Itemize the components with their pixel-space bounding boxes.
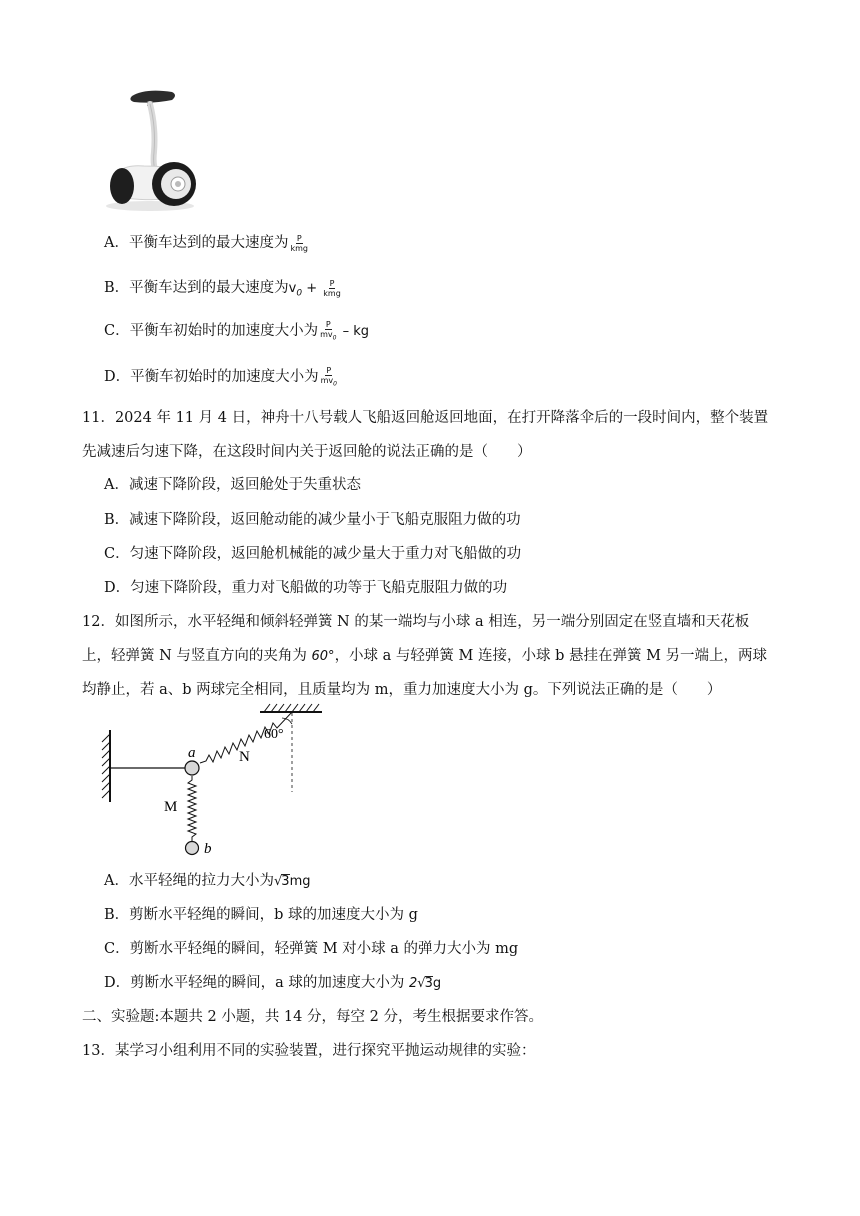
q12-option-b: B．剪断水平轻绳的瞬间，b 球的加速度大小为 g	[104, 907, 418, 923]
q12-stem-line2	[82, 644, 767, 665]
radicand: 3	[424, 976, 433, 991]
q12-stem-line3: 均静止，若 a、b 两球完全相同，且质量均为 m，重力加速度大小为 g。下列说法正确的是（ ）	[82, 682, 722, 698]
q11-option-b: B．减速下降阶段，返回舱动能的减少量小于飞船克服阻力做的功	[104, 512, 521, 528]
numerator: P	[329, 278, 335, 288]
denominator-text: mv	[320, 375, 334, 385]
option-label: D．	[104, 369, 131, 385]
fraction	[289, 234, 309, 253]
subscript: 0	[296, 288, 303, 299]
denominator: kmg	[323, 288, 341, 298]
angle-value: 60°	[311, 649, 335, 664]
v-letter: v	[288, 281, 297, 296]
q10-option-d	[104, 365, 339, 388]
option-label: C．	[104, 323, 130, 339]
q11-option-a: A．减速下降阶段，返回舱处于失重状态	[104, 477, 361, 493]
fraction	[322, 279, 342, 298]
q10-option-b	[104, 276, 343, 299]
denominator	[319, 330, 337, 343]
label-a: a	[188, 745, 196, 761]
numerator: P	[296, 233, 302, 243]
denominator: kmg	[290, 243, 308, 253]
q10-option-c	[104, 319, 369, 342]
sqrt-expression: 2√3g	[409, 976, 442, 991]
radicand: 3	[281, 874, 290, 889]
option-text: 平衡车达到的最大速度为	[128, 235, 289, 251]
plus-sign: +	[302, 281, 322, 296]
fraction	[320, 366, 338, 389]
balance-scooter-image	[100, 82, 200, 214]
option-text: D．剪断水平轻绳的瞬间，a 球的加速度大小为	[104, 975, 409, 991]
q10-option-a	[104, 231, 310, 253]
option-label: B．	[104, 280, 130, 296]
fraction	[319, 320, 337, 343]
v0-symbol	[288, 281, 322, 299]
label-angle: 60°	[264, 727, 284, 742]
option-label: A．	[104, 235, 129, 251]
ceiling	[260, 704, 322, 712]
q11-stem-line2: 先减速后匀速下降，在这段时间内关于返回舱的说法正确的是（ ）	[82, 444, 532, 460]
label-n: N	[239, 749, 250, 765]
option-text: 平衡车初始时的加速度大小为	[129, 323, 319, 339]
sqrt-expression: √3mg	[273, 874, 311, 889]
subscript: 0	[333, 380, 337, 388]
q11-stem-line1: 11．2024 年 11 月 4 日，神舟十八号载人飞船返回舱返回地面，在打开降落伞后的一段时间内，整个装置	[82, 410, 769, 426]
numerator: P	[325, 319, 331, 329]
coefficient: 2	[409, 976, 418, 991]
denominator-text: mv	[320, 329, 333, 339]
ball-a	[185, 761, 199, 775]
q12-stem-line1: 12．如图所示，水平轻绳和倾斜轻弹簧 N 的某一端均与小球 a 相连，另一端分别固定在竖直墙和天花板	[82, 614, 750, 630]
q11-option-c: C．匀速下降阶段，返回舱机械能的减少量大于重力对飞船做的功	[104, 546, 522, 562]
q12-option-d	[104, 971, 441, 992]
spring-m	[188, 776, 196, 842]
q11-option-d: D．匀速下降阶段，重力对飞船做的功等于飞船克服阻力做的功	[104, 580, 508, 596]
wall	[102, 730, 110, 802]
spring-ball-diagram	[96, 700, 336, 860]
option-text: 平衡车初始时的加速度大小为	[130, 369, 319, 385]
unit: mg	[289, 874, 311, 889]
numerator: P	[326, 365, 332, 375]
label-b: b	[204, 841, 212, 857]
label-m: M	[164, 799, 178, 815]
stem-text: 上，轻弹簧 N 与竖直方向的夹角为	[82, 648, 312, 664]
denominator	[320, 376, 338, 389]
unit: g	[432, 976, 442, 991]
q12-option-a	[104, 869, 310, 890]
option-text: A．水平轻绳的拉力大小为	[104, 873, 274, 889]
q12-option-c: C．剪断水平轻绳的瞬间，轻弹簧 M 对小球 a 的弹力大小为 mg	[104, 941, 519, 957]
ball-b	[186, 842, 199, 855]
stem-text: ，小球 a 与轻弹簧 M 连接，小球 b 悬挂在弹簧 M 另一端上，两球	[334, 648, 768, 664]
option-text: 平衡车达到的最大速度为	[129, 280, 289, 296]
formula-tail: – kg	[338, 324, 370, 339]
section-2-heading: 二、实验题:本题共 2 小题，共 14 分，每空 2 分，考生根据要求作答。	[82, 1009, 543, 1025]
subscript: 0	[332, 334, 337, 342]
q13-stem: 13．某学习小组利用不同的实验装置，进行探究平抛运动规律的实验：	[82, 1043, 536, 1059]
